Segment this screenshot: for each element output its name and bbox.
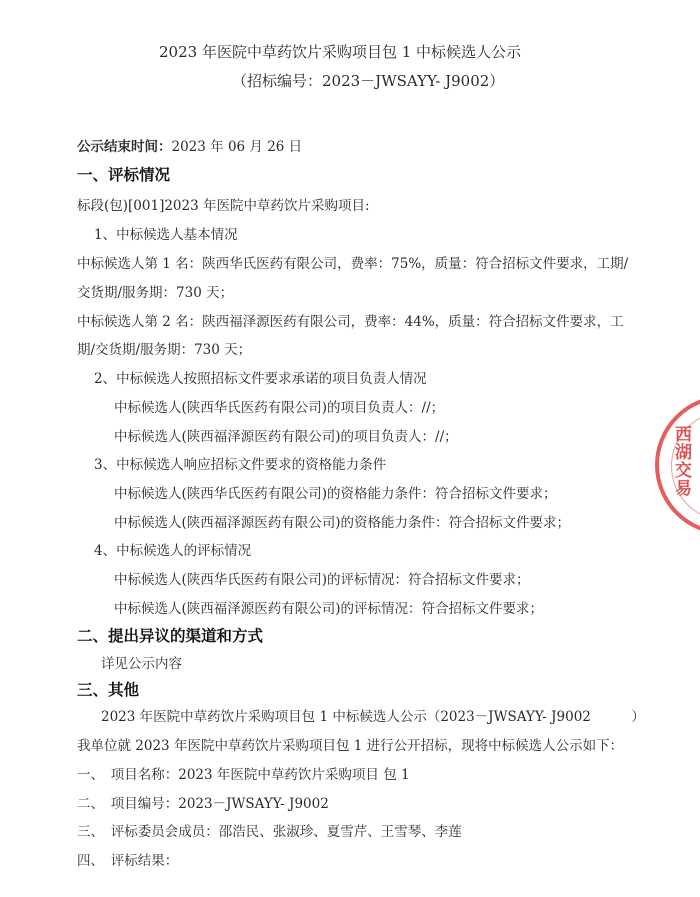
red-seal-stamp [655, 395, 700, 535]
section3-item2: 二、 项目编号：2023－JWSAYY- J9002 [77, 796, 329, 812]
section3-item3: 三、 评标委员会成员：邵浩民、张淑珍、夏雪芹、王雪琴、李莲 [77, 824, 462, 840]
sub4-item2: 中标候选人(陕西福泽源医药有限公司)的评标情况：符合招标文件要求； [114, 601, 544, 617]
sub2-heading: 2、中标候选人按照招标文件要求承诺的项目负责人情况 [94, 371, 427, 387]
section1-heading: 一、评标情况 [77, 166, 171, 184]
section3-line2: 我单位就 2023 年医院中草药饮片采购项目包 1 进行公开招标，现将中标候选人公示如下： [77, 738, 624, 754]
section3-heading: 三、其他 [77, 681, 140, 699]
sub4-heading: 4、中标候选人的评标情况 [94, 543, 252, 559]
sub3-heading: 3、中标候选人响应招标文件要求的资格能力条件 [94, 457, 387, 473]
sub2-item2: 中标候选人(陕西福泽源医药有限公司)的项目负责人：//； [114, 429, 458, 445]
document-title: 2023 年医院中草药饮片采购项目包 1 中标候选人公示 [159, 43, 522, 61]
sub4-item1: 中标候选人(陕西华氏医药有限公司)的评标情况：符合招标文件要求； [114, 572, 530, 588]
section3-item4: 四、 评标结果： [77, 853, 179, 869]
end-time-label: 公示结束时间： [77, 139, 172, 155]
section3-item1: 一、 项目名称：2023 年医院中草药饮片采购项目 包 1 [77, 767, 410, 783]
candidate1-line2: 交货期/服务期：730 天； [77, 285, 234, 301]
seal-text: 西湖交易 [671, 425, 691, 497]
sub3-item1: 中标候选人(陕西华氏医药有限公司)的资格能力条件：符合招标文件要求； [114, 486, 557, 502]
section3-line1: 2023 年医院中草药饮片采购项目包 1 中标候选人公示（2023－JWSAYY- J9002 ） [101, 709, 645, 725]
candidate2-line1: 中标候选人第 2 名：陕西福泽源医药有限公司，费率：44%，质量：符合招标文件要求，工 [77, 314, 624, 330]
end-time [77, 138, 302, 156]
lot-line: 标段(包)[001]2023 年医院中草药饮片采购项目: [77, 198, 370, 214]
candidate2-line2: 期/交货期/服务期：730 天； [77, 342, 252, 358]
end-time-value: 2023 年 06 月 26 日 [171, 139, 303, 155]
section2-heading: 二、提出异议的渠道和方式 [77, 627, 264, 645]
candidate1-line1: 中标候选人第 1 名：陕西华氏医药有限公司，费率：75%，质量：符合招标文件要求，工期/ [77, 256, 629, 272]
section2-body: 详见公示内容 [101, 656, 182, 672]
sub2-item1: 中标候选人(陕西华氏医药有限公司)的项目负责人：//； [114, 400, 445, 416]
sub3-item2: 中标候选人(陕西福泽源医药有限公司)的资格能力条件：符合招标文件要求； [114, 515, 571, 531]
sub1-heading: 1、中标候选人基本情况 [94, 227, 238, 243]
tender-number: （招标编号：2023－JWSAYY- J9002） [232, 72, 505, 90]
